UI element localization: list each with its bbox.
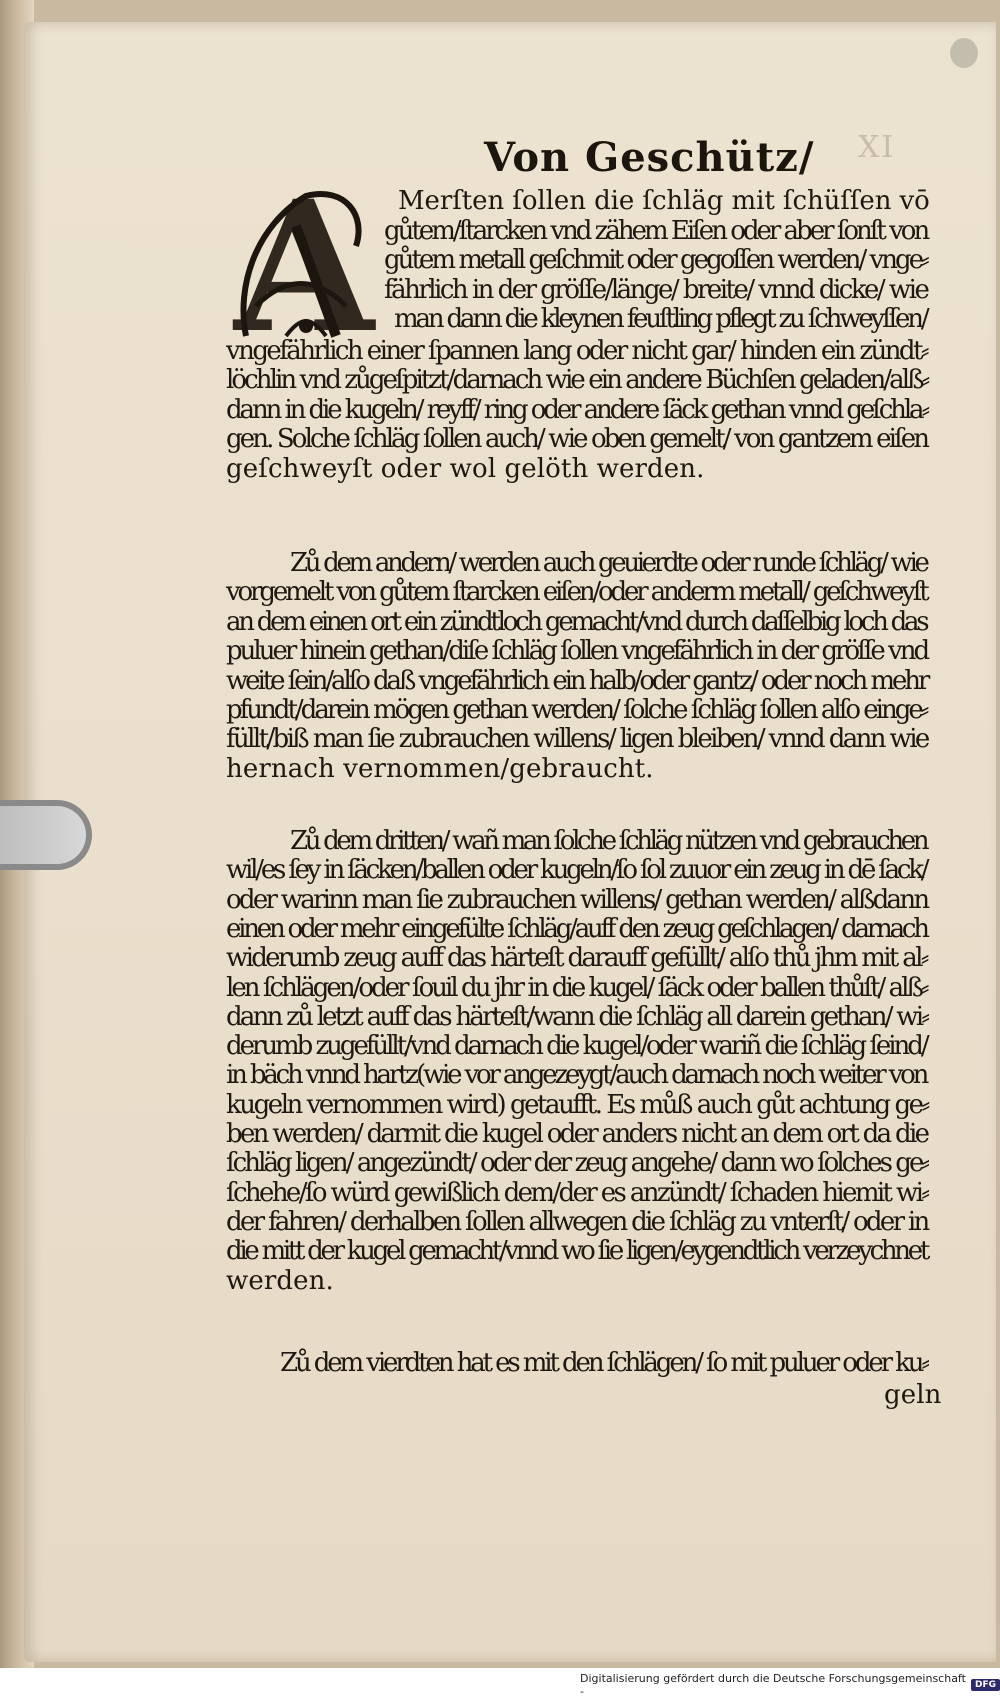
text-line: Zů dem vierdten hat es mit den ſchlägen/ ſo mit puluer oder ku⸗ [280, 1348, 927, 1378]
dfg-logo: DFG [971, 1679, 1000, 1691]
text-line: oder warinn man ſie zubrauchen willens/ gethan werden/ alßdann [226, 884, 928, 915]
text-line: dann zů letzt auff das härteſt/wann die ſchläg all darein gethan/ wi⸗ [226, 1001, 928, 1032]
text-line: vngefährlich einer ſpannen lang oder nicht gar/ hinden ein zündt⸗ [226, 336, 928, 366]
text-line: puluer hinein gethan/diſe ſchläg ſollen vngefährlich in der gröſſe vnd [226, 636, 928, 667]
text-line: derumb zugefüllt/vnd darnach die kugel/oder wariñ die ſchläg ſeind/ [226, 1031, 927, 1062]
text-line: pfundt/darein mögen gethan werden/ ſolche ſchläg ſollen alſo einge⸗ [226, 695, 927, 725]
text-line: ſchehe/ſo würd gewißlich dem/der es anzündt/ ſchaden hiemit wi⸗ [226, 1177, 928, 1208]
text-line: löchlin vnd zůgeſpitzt/darnach wie ein andere Büchſen geladen/alß⸗ [226, 365, 928, 396]
catchword: geln [884, 1380, 942, 1410]
text-line: Zů dem andern/ werden auch geuierdte oder runde ſchläg/ wie [290, 548, 927, 578]
text-line: gen. Solche ſchläg ſollen auch/ wie oben gemelt/ von gantzem eiſen [226, 424, 928, 455]
page-heading: Von Geschütz/ [484, 134, 815, 181]
text-line: kugeln vernommen wird) getaufft. Es můß auch gůt achtung ge⸗ [226, 1089, 928, 1120]
text-line: füllt/biß man ſie zubrauchen willens/ ligen bleiben/ vnnd dann wie [226, 724, 928, 755]
decorated-initial [226, 162, 382, 373]
page-stain [950, 38, 978, 68]
page-number: XI [858, 130, 896, 165]
text-line: ſchläg ligen/ angezündt/ oder der zeug angehe/ dann wo ſolches ge⸗ [226, 1148, 928, 1179]
text-line: vorgemelt von gůtem ſtarcken eiſen/oder anderm metall/ geſchweyſt [226, 577, 927, 608]
text-line: gůtem/ſtarcken vnd zähem Eiſen oder aber ſonſt von [384, 215, 928, 246]
text-line: dann in die kugeln/ reyff/ ring oder andere ſäck gethan vnnd geſchla⸗ [226, 394, 928, 425]
initial-letter: A [234, 162, 374, 373]
text-line: hernach vernommen/gebraucht. [226, 753, 654, 784]
text-line: geſchweyſt oder wol gelöth werden. [226, 453, 705, 484]
text-line: weite ſein/alſo daß vngefährlich ein halb/oder gantz/ oder noch mehr [226, 665, 928, 696]
text-line: Zů dem dritten/ wañ man ſolche ſchläg nützen vnd gebrauchen [290, 826, 927, 856]
text-line: gůtem metall geſchmit oder gegoſſen werden/ vnge⸗ [384, 245, 927, 276]
text-line: len ſchlägen/oder ſouil du jhr in die kugel/ ſäck oder ballen thůſt/ alß⸗ [226, 972, 927, 1003]
text-line: einen oder mehr eingefülte ſchläg/auff den zeug geſchlagen/ darnach [226, 913, 927, 944]
text-line: die mitt der kugel gemacht/vnnd wo ſie ligen/eygendtlich verzeychnet [226, 1236, 928, 1267]
text-line: man dann die kleynen feuſtling pflegt zu ſchweyſſen/ [394, 304, 927, 335]
text-line: ben werden/ darmit die kugel oder anders nicht an dem ort da die [226, 1119, 928, 1149]
text-line: wil/es ſey in ſäcken/ballen oder kugeln/ſo ſol zuuor ein zeug in dē ſack/ [226, 855, 927, 886]
text-line: in bäch vnnd hartz(wie vor angezeygt/auch darnach noch weiter von [226, 1060, 927, 1091]
footer [580, 1672, 1000, 1698]
text-line: widerumb zeug auff das härteſt darauff gefüllt/ alſo thů jhm mit al⸗ [226, 943, 927, 974]
page-clip [0, 800, 92, 870]
text-line: der fahren/ derhalben ſollen allwegen die ſchläg zu vnterſt/ oder in [226, 1206, 928, 1237]
text-line: fährlich in der gröſſe/länge/ breite/ vnnd dicke/ wie [384, 274, 928, 305]
text-line: werden. [226, 1265, 334, 1296]
text-line: an dem einen ort ein zündtloch gemacht/vnd durch daſſelbig loch das [226, 606, 927, 637]
footer-text: Digitalisierung gefördert durch die Deutsche Forschungsgemeinschaft - [580, 1672, 966, 1698]
text-line: Merſten ſollen die ſchläg mit ſchüſſen vō [398, 186, 930, 216]
